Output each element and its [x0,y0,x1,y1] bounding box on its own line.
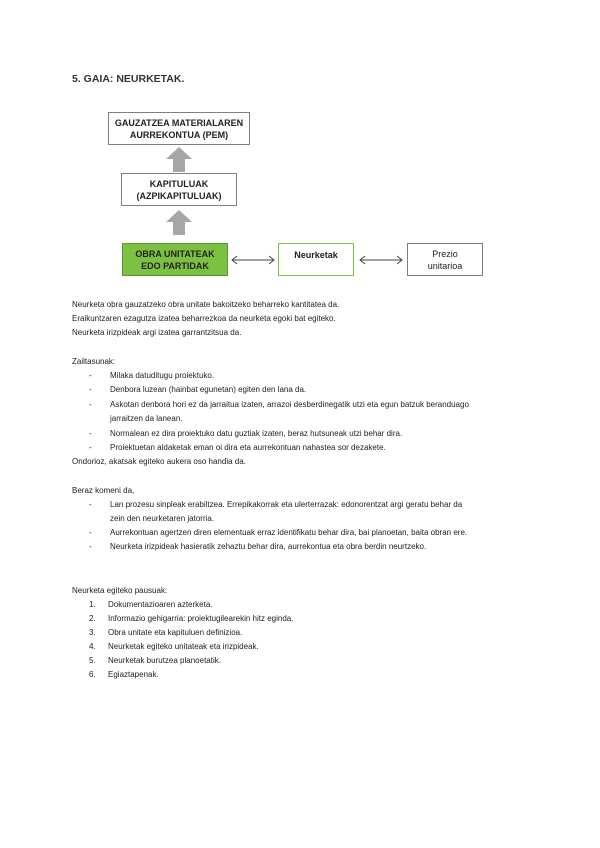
difficulty-item: Denbora luzean (hainbat egunetan) egiten den lana da. [110,385,307,394]
difficulty-item: Proiektuetan aldaketak eman oi dira eta aurrekontuan nahastea sor dezakete. [110,443,386,452]
difficulty-item-continuation: jarraitzen da lanean. [110,414,183,423]
step-number: 5. [89,656,96,665]
recommended-item: Lan prozesu sinpleak erabiltzea. Errepikakorrak eta ulerterrazak: edonorentzat argi geratu behar da [110,500,463,509]
obra-box-line1: OBRA UNITATEAK [135,248,215,259]
neurketak-box [278,243,354,276]
page-title: 5. GAIA: NEURKETAK. [72,73,185,85]
bullet-dash: - [89,443,92,452]
step-item: Egiaztapenak. [108,670,159,679]
bullet-dash: - [89,385,92,394]
pem-box-line2: AURREKONTUA (PEM) [129,129,229,140]
step-item: Dokumentazioaren azterketa. [108,600,213,609]
step-number: 6. [89,670,96,679]
bullet-dash: - [89,528,92,537]
up-arrow-icon [166,210,192,235]
bullet-dash: - [89,542,92,551]
obra-unitateak-box [122,243,228,276]
intro-line: Neurketa obra gauzatzeko obra unitate bakoitzeko beharreko kantitatea da. [72,300,340,309]
bullet-dash: - [89,400,92,409]
double-arrow-icon [230,254,276,266]
difficulty-item: Askotan denbora hori ez da jarraitua izaten, arrazoi desberdinegatik utzi eta egun batzuk beranduago [110,400,469,409]
steps-heading: Neurketa egiteko pausuak: [72,586,168,595]
kapituluak-box-line2: (AZPIKAPITULUAK) [136,190,222,201]
kapituluak-box-line1: KAPITULUAK [149,178,209,189]
bullet-dash: - [89,500,92,509]
bullet-dash: - [89,371,92,380]
intro-line: Neurketa irizpideak argi izatea garrantzitsua da. [72,328,242,337]
recommended-item-continuation: zein den neurketaren jatorria. [110,514,215,523]
recommended-heading: Beraz komeni da, [72,486,135,495]
step-item: Neurketak egiteko unitateak eta irizpideak. [108,642,259,651]
difficulties-heading: Zailtasunak: [72,357,116,366]
pem-box [108,112,250,145]
step-number: 2. [89,614,96,623]
double-arrow-icon [358,254,404,266]
step-number: 4. [89,642,96,651]
prezio-box-line1: Prezio [432,248,458,259]
pem-box-line1: GAUZATZEA MATERIALAREN [114,117,244,128]
neurketak-label: Neurketak [294,250,338,260]
recommended-item: Aurrekontuan agertzen diren elementuak erraz identifikatu behar dira, bai planoetan, baita obran ere. [110,528,468,537]
difficulties-conclusion: Ondorioz, akatsak egiteko aukera oso handia da. [72,457,246,466]
step-item: Obra unitate eta kapituluen definizioa. [108,628,243,637]
step-number: 1. [89,600,96,609]
step-item: Neurketak burutzea planoetatik. [108,656,221,665]
difficulty-item: Milaka datuditugu proiektuko. [110,371,215,380]
step-item: Informazio gehigarria: proiektugilearekin hitz egindа. [108,614,294,623]
prezio-box-line2: unitarioa [427,260,463,271]
intro-line: Eraikuntzaren ezagutza izatea beharrezkoa da neurketa egoki bat egiteko. [72,314,336,323]
obra-box-line2: EDO PARTIDAK [141,260,209,271]
bullet-dash: - [89,429,92,438]
step-number: 3. [89,628,96,637]
kapituluak-box [121,173,237,206]
up-arrow-icon [166,147,192,172]
recommended-item: Neurketa irizpideak hasieratik zehaztu behar dira, aurrekontua eta obra berdin neurtzeko. [110,542,427,551]
difficulty-item: Normalean ez dira proiektuko datu guztiak izaten, beraz hutsuneak utzi behar dira. [110,429,403,438]
prezio-unitarioa-box [407,243,483,276]
